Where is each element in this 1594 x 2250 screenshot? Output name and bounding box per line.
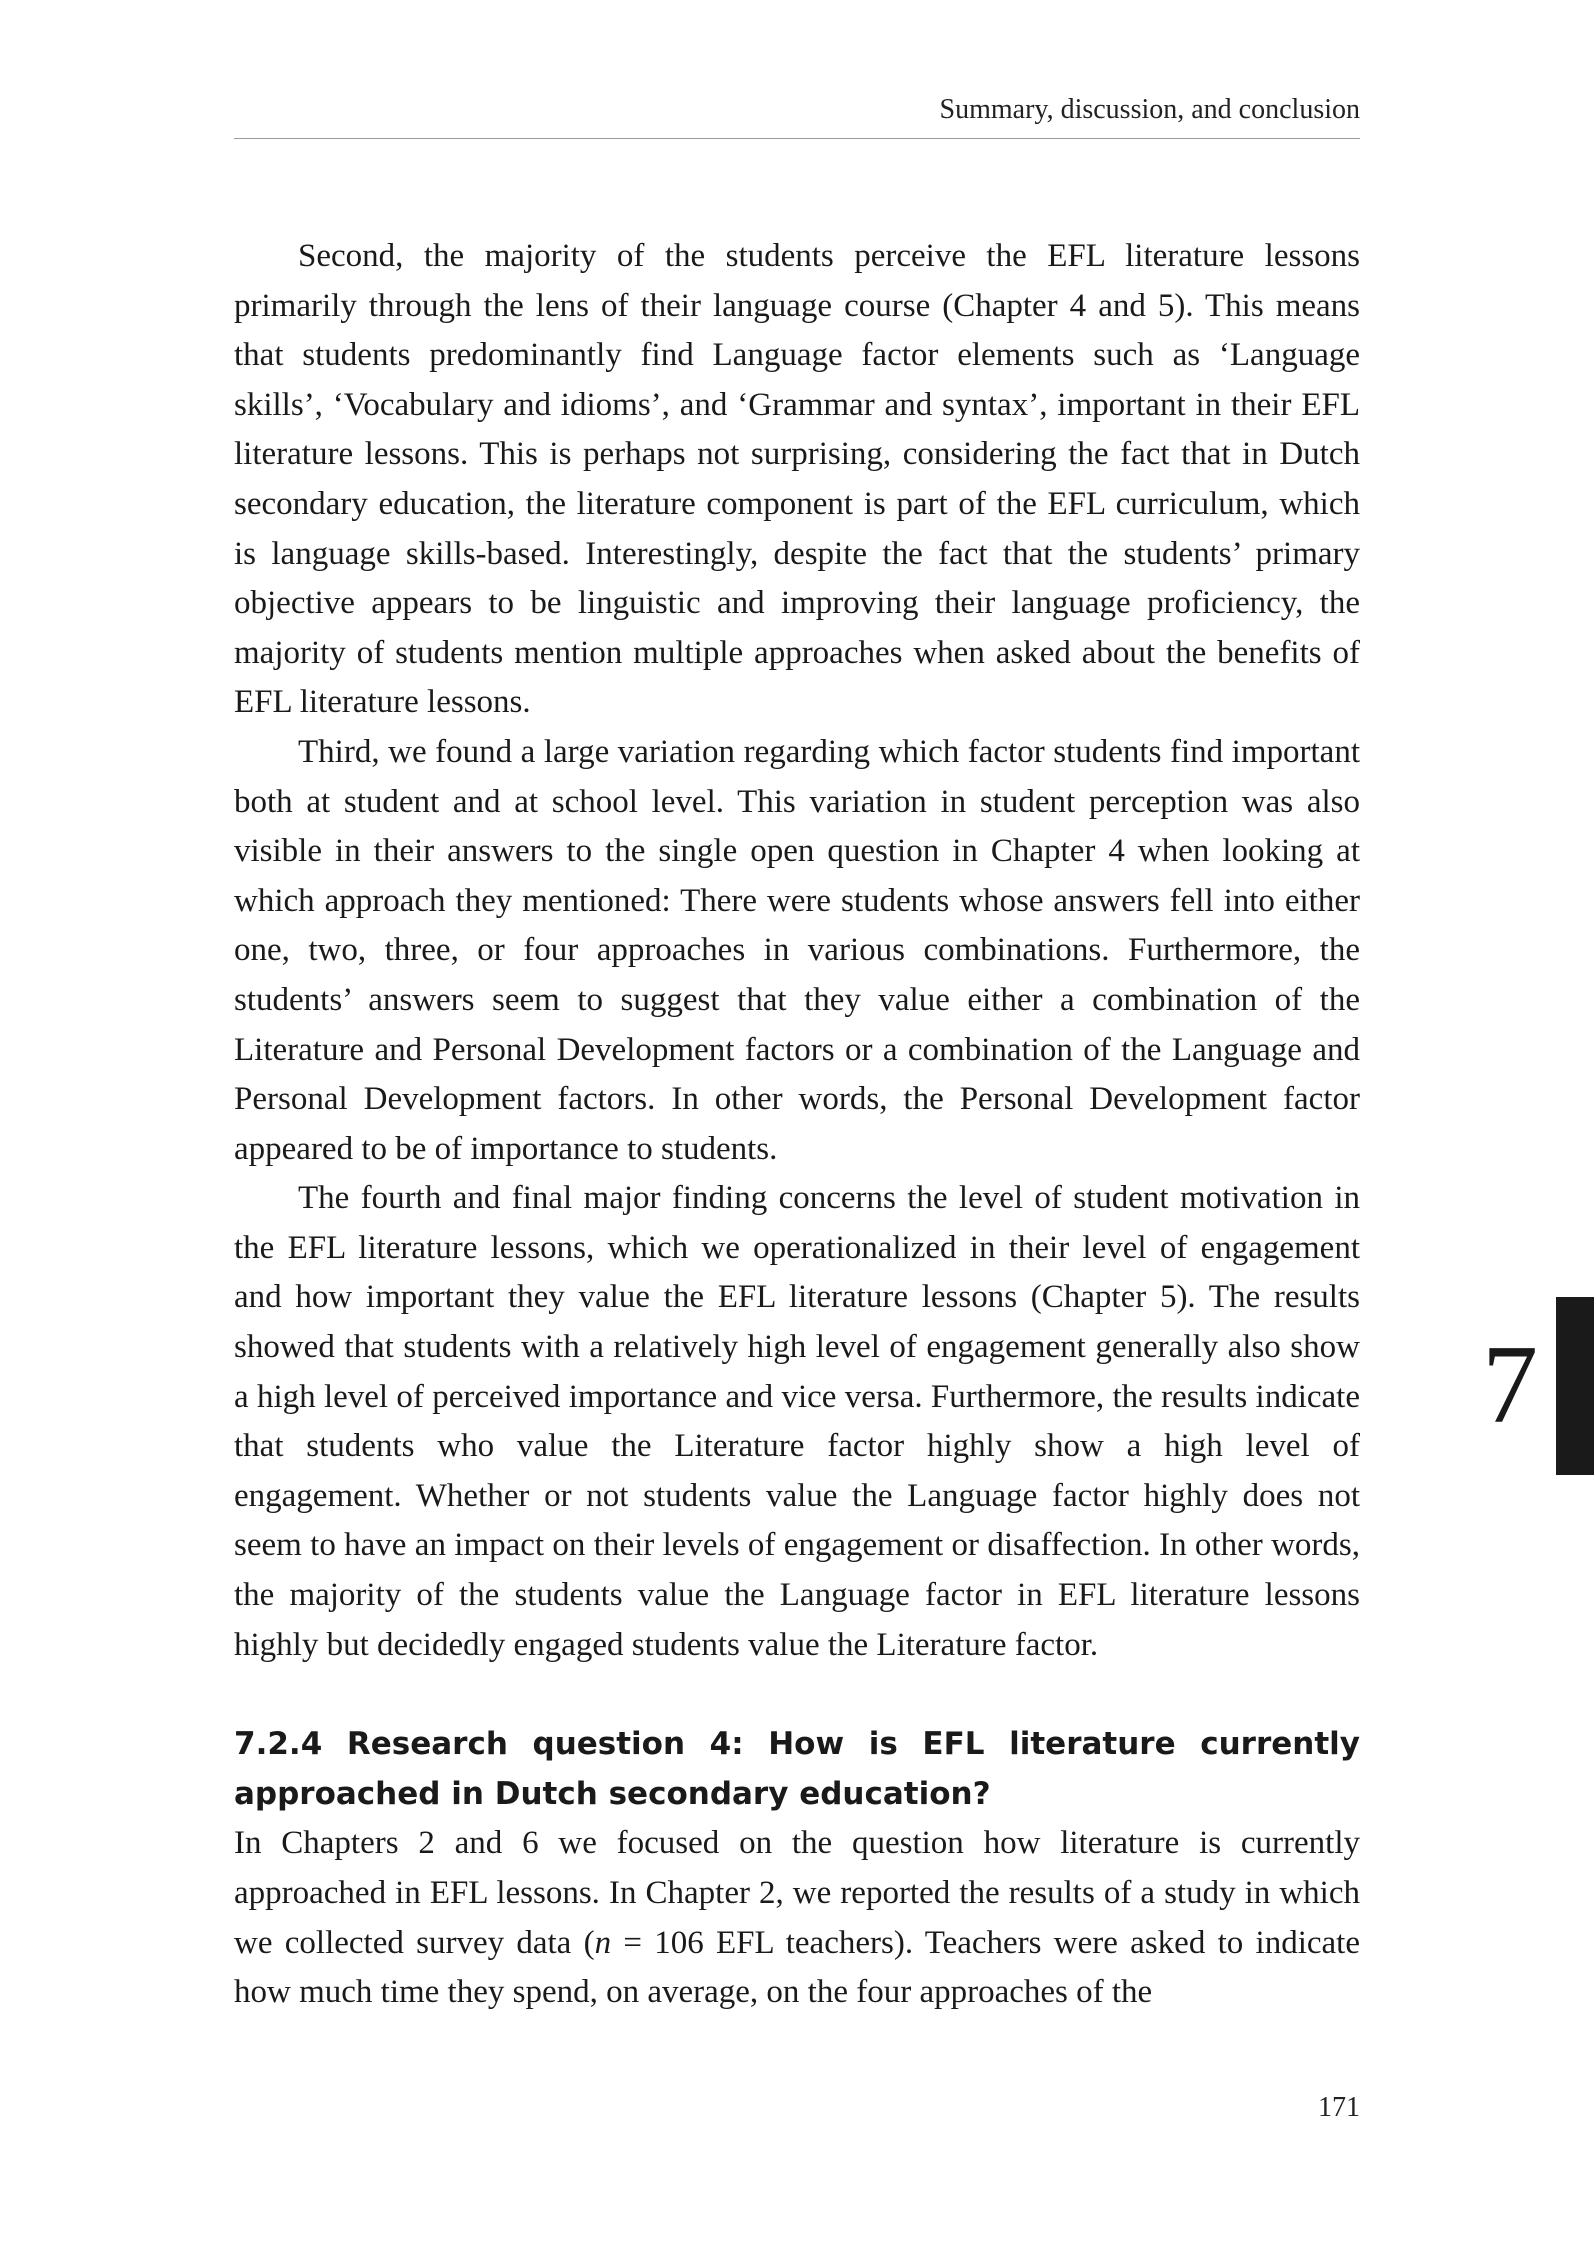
paragraph-text-start: In Chapters 2 and 6 we focused on the question how literature is currently approached in EFL lessons. In Chapter 2, we reported the results of a study in which we collected survey data (: [234, 1825, 1360, 1961]
paragraph-research-question-4: [234, 1819, 1360, 2017]
header-rule: [234, 138, 1360, 139]
paragraph-fourth-finding: The fourth and final major finding concerns the level of student motivation in the EFL literature lessons, which we operationalized in their level of engagement and how important they value the EFL literature lessons (Chapter 5). The results showed that students with a relatively high level of engagement generally also show a high level of perceived importance and vice versa. Furthermore, the results indicate that students who value the Literature factor highly show a high level of engagement. Whether or not students value the Language factor highly does not seem to have an impact on their levels of engagement or disaffection. In other words, the majority of the students value the Language factor in EFL literature lessons highly but decidedly engaged students value the Literature factor.: [234, 1180, 1360, 1663]
paragraph-text-end: = 106 EFL teachers). Teachers were asked to indicate how much time they spend, on average, on the four approaches of the: [234, 1924, 1360, 2011]
body-text: [234, 232, 1360, 2018]
paragraph-third-finding: Third, we found a large variation regarding which factor students find important both at student and at school level. This variation in student perception was also visible in their answers to the single open question in Chapter 4 when looking at which approach they mentioned: There were students whose answers fell into either one, two, three, or four approaches in various combinations. Furthermore, the students’ answers seem to suggest that they value either a combination of the Literature and Personal Development factors or a combination of the Language and Personal Development factors. In other words, the Personal Development factor appeared to be of importance to students.: [234, 733, 1360, 1167]
n-symbol: n: [594, 1924, 612, 1961]
page-number: 171: [1318, 2092, 1360, 2123]
chapter-number: 7: [1482, 1323, 1538, 1447]
section-heading: 7.2.4 Research question 4: How is EFL literature currently approached in Dutch secondary education?: [234, 1726, 1360, 1812]
paragraph-second-finding: Second, the majority of the students perceive the EFL literature lessons primarily through the lens of their language course (Chapter 4 and 5). This means that students predominantly find Language factor elements such as ‘Language skills’, ‘Vocabulary and idioms’, and ‘Grammar and syntax’, important in their EFL literature lessons. This is perhaps not surprising, considering the fact that in Dutch secondary education, the literature component is part of the EFL curriculum, which is language skills-based. Interestingly, despite the fact that the students’ primary objective appears to be linguistic and improving their language proficiency, the majority of students mention multiple approaches when asked about the benefits of EFL literature lessons.: [234, 238, 1360, 721]
chapter-thumb-tab: [1556, 1297, 1594, 1475]
running-header: Summary, discussion, and conclusion: [939, 94, 1360, 125]
